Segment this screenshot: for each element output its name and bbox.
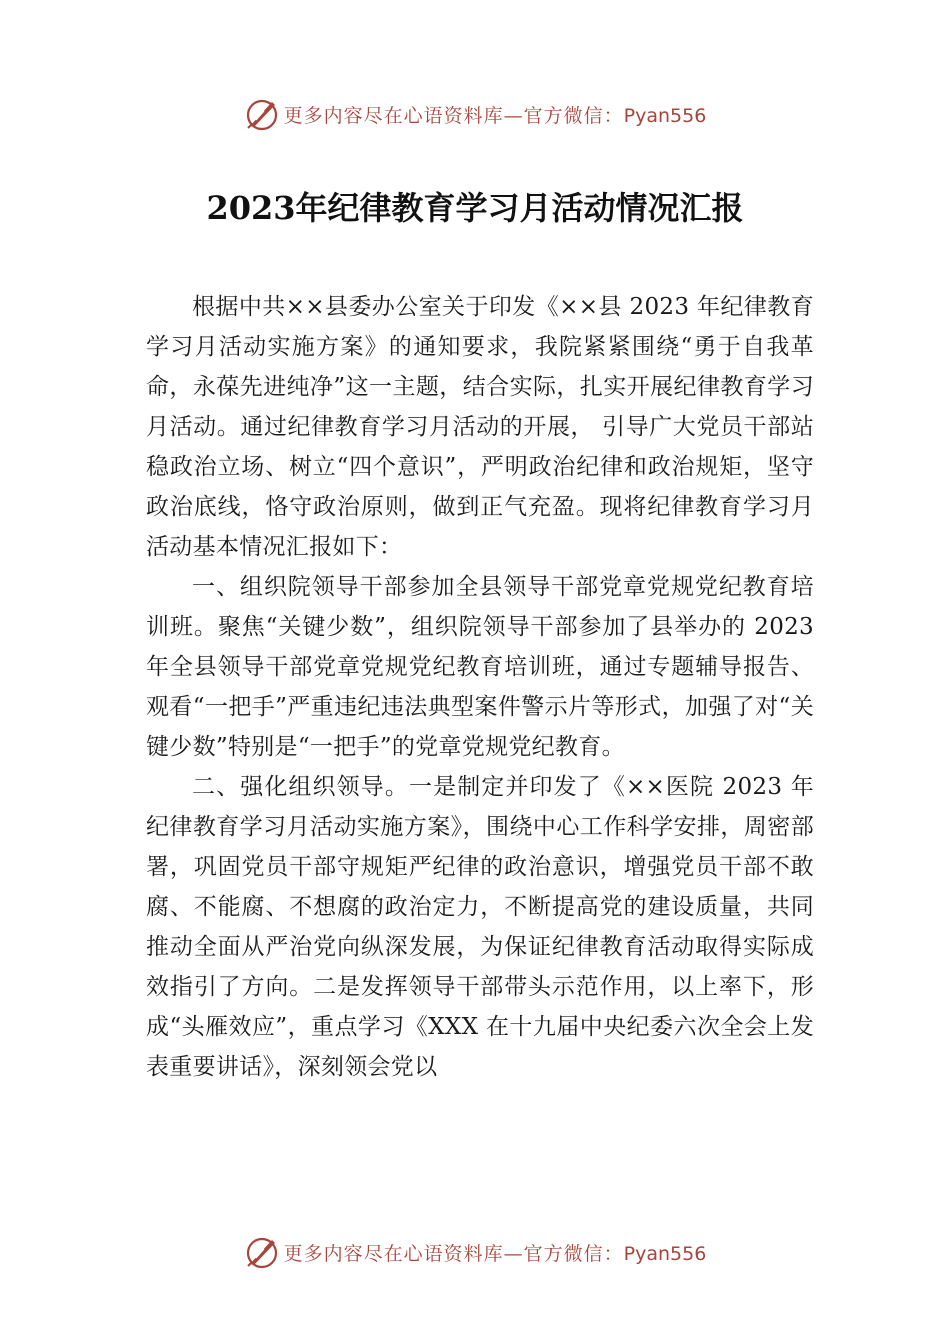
quill-pen-circle-icon xyxy=(244,96,280,132)
document-body xyxy=(146,287,814,1087)
document-title: 2023年纪律教育学习月活动情况汇报 xyxy=(206,189,744,227)
footer-watermark xyxy=(0,1232,950,1272)
paragraph-section-one: 一、组织院领导干部参加全县领导干部党章党规党纪教育培训班。聚焦“关键少数”，组织院领导干部参加了县举办的 2023 年全县领导干部党章党规党纪教育培训班，通过专题辅导报告、观看“一把手”严重违纪违法典型案件警示片等形式，加强了对“关键少数”特别是“一把手”的党章党规党纪教育。 xyxy=(146,574,814,760)
wechat-id: Pyan556 xyxy=(623,1242,707,1265)
quill-pen-circle-icon xyxy=(244,1234,280,1270)
header-watermark xyxy=(0,94,950,134)
watermark-text: 更多内容尽在心语资料库—官方微信：Pyan556 xyxy=(283,104,707,127)
watermark-text: 更多内容尽在心语资料库—官方微信：Pyan556 xyxy=(283,1242,707,1265)
paragraph-section-two: 二、强化组织领导。一是制定并印发了《××医院 2023 年纪律教育学习月活动实施方案》，围绕中心工作科学安排，周密部署，巩固党员干部守规矩严纪律的政治意识，增强党员干部不敢腐、不能腐、不想腐的政治定力，不断提高党的建设质量，共同推动全面从严治党向纵深发展，为保证纪律教育活动取得实际成效指引了方向。二是发挥领导干部带头示范作用，以上率下，形成“头雁效应”，重点学习《XXX 在十九届中央纪委六次全会上发表重要讲话》，深刻领会党以 xyxy=(146,774,814,1080)
wechat-id: Pyan556 xyxy=(623,104,707,127)
paragraph-intro: 根据中共××县委办公室关于印发《××县 2023 年纪律教育学习月活动实施方案》的通知要求，我院紧紧围绕“勇于自我革命，永葆先进纯净”这一主题，结合实际，扎实开展纪律教育学习月活动。通过纪律教育学习月活动的开展， 引导广大党员干部站稳政治立场、树立“四个意识”，严明政治纪律和政治规矩，坚守政治底线，恪守政治原则，做到正气充盈。现将纪律教育学习月活动基本情况汇报如下： xyxy=(146,294,814,560)
